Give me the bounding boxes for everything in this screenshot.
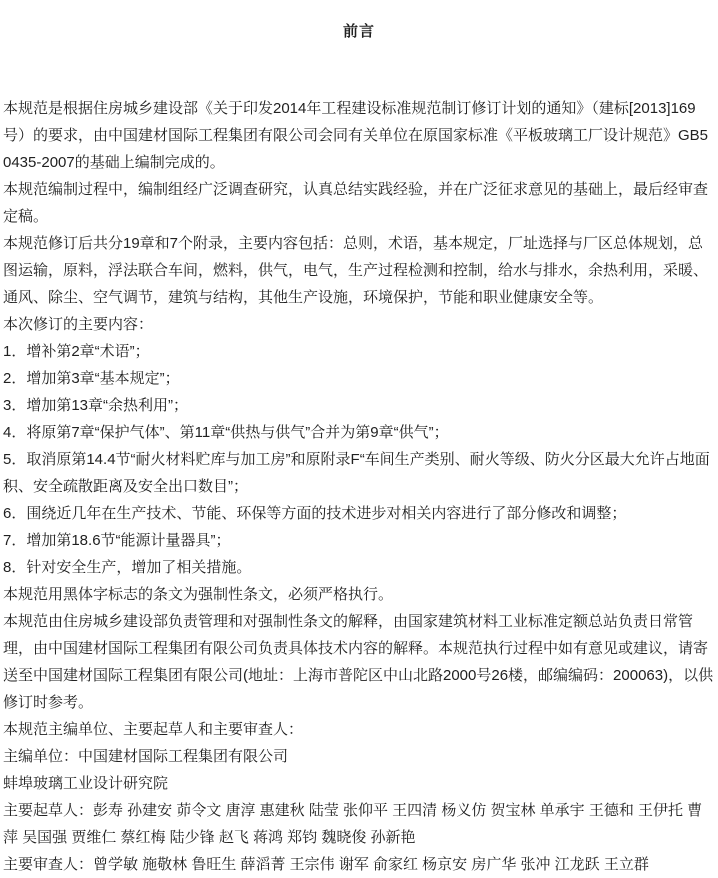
revision-item-5: 5．取消原第14.4节“耐火材料贮库与加工房”和原附录F“车间生产类别、耐火等级、防火分区最大允许占地面积、安全疏散距离及安全出口数目”；	[3, 451, 710, 495]
revision-item-6: 6．围绕近几年在生产技术、节能、环保等方面的技术进步对相关内容进行了部分修改和调整；	[3, 505, 627, 522]
para-chief-editing-unit-2: 蚌埠玻璃工业设计研究院	[3, 775, 169, 792]
para-units-intro: 本规范主编单位、主要起草人和主要审查人：	[3, 721, 304, 738]
revision-item-3: 3．增加第13章“余热利用”；	[3, 397, 189, 414]
para-structure-overview: 本规范修订后共分19章和7个附录，主要内容包括：总则，术语，基本规定，厂址选择与厂区总体规划，总图运输，原料，浮法联合车间，燃料，供气，电气，生产过程检测和控制，给水与排水，余热利用，采暖、通风、除尘、空气调节，建筑与结构，其他生产设施，环境保护，节能和职业健康安全等。	[3, 235, 709, 306]
para-chief-editing-unit: 主编单位：中国建材国际工程集团有限公司	[3, 748, 289, 765]
revision-item-8: 8．针对安全生产，增加了相关措施。	[3, 559, 252, 576]
para-basis: 本规范是根据住房城乡建设部《关于印发2014年工程建设标准规范制订修订计划的通知》（建标[2013]169号）的要求，由中国建材国际工程集团有限公司会同有关单位在原国家标准《平板玻璃工厂设计规范》GB50435-2007的基础上编制完成的。	[3, 100, 709, 171]
preface-content	[3, 95, 715, 878]
revision-item-7: 7．增加第18.6节“能源计量器具”；	[3, 532, 231, 549]
para-mandatory-clauses: 本规范用黑体字标志的条文为强制性条文，必须严格执行。	[3, 586, 394, 603]
revision-item-1: 1．增补第2章“术语”；	[3, 343, 150, 360]
revision-item-2: 2．增加第3章“基本规定”；	[3, 370, 180, 387]
para-main-drafters: 主要起草人：彭寿 孙建安 茆令文 唐淳 惠建秋 陆莹 张仰平 王四清 杨义仿 贺宝林 单承宇 王德和 王伊托 曹萍 吴国强 贾维仁 蔡红梅 陆少锋 赵飞 蒋鸿 郑钧 魏晓俊 孙新艳	[3, 802, 703, 846]
para-main-reviewers: 主要审查人：曾学敏 施敬林 鲁旺生 薛滔菁 王宗伟 谢军 俞家红 杨京安 房广华 张冲 江龙跃 王立群	[3, 856, 649, 873]
page-title: 前言	[342, 23, 375, 40]
para-management-interpretation: 本规范由住房城乡建设部负责管理和对强制性条文的解释，由国家建筑材料工业标准定额总站负责日常管理，由中国建材国际工程集团有限公司负责具体技术内容的解释。本规范执行过程中如有意见或建议，请寄送至中国建材国际工程集团有限公司(地址：上海市普陀区中山北路2000号26楼，邮编编码：200063)，以供修订时参考。	[3, 613, 714, 711]
revision-item-4: 4．将原第7章“保护气体”、第11章“供热与供气”合并为第9章“供气”；	[3, 424, 449, 441]
para-drafting-process: 本规范编制过程中，编制组经广泛调查研究，认真总结实践经验，并在广泛征求意见的基础上，最后经审查定稿。	[3, 181, 709, 225]
para-revision-intro: 本次修订的主要内容：	[3, 316, 154, 333]
